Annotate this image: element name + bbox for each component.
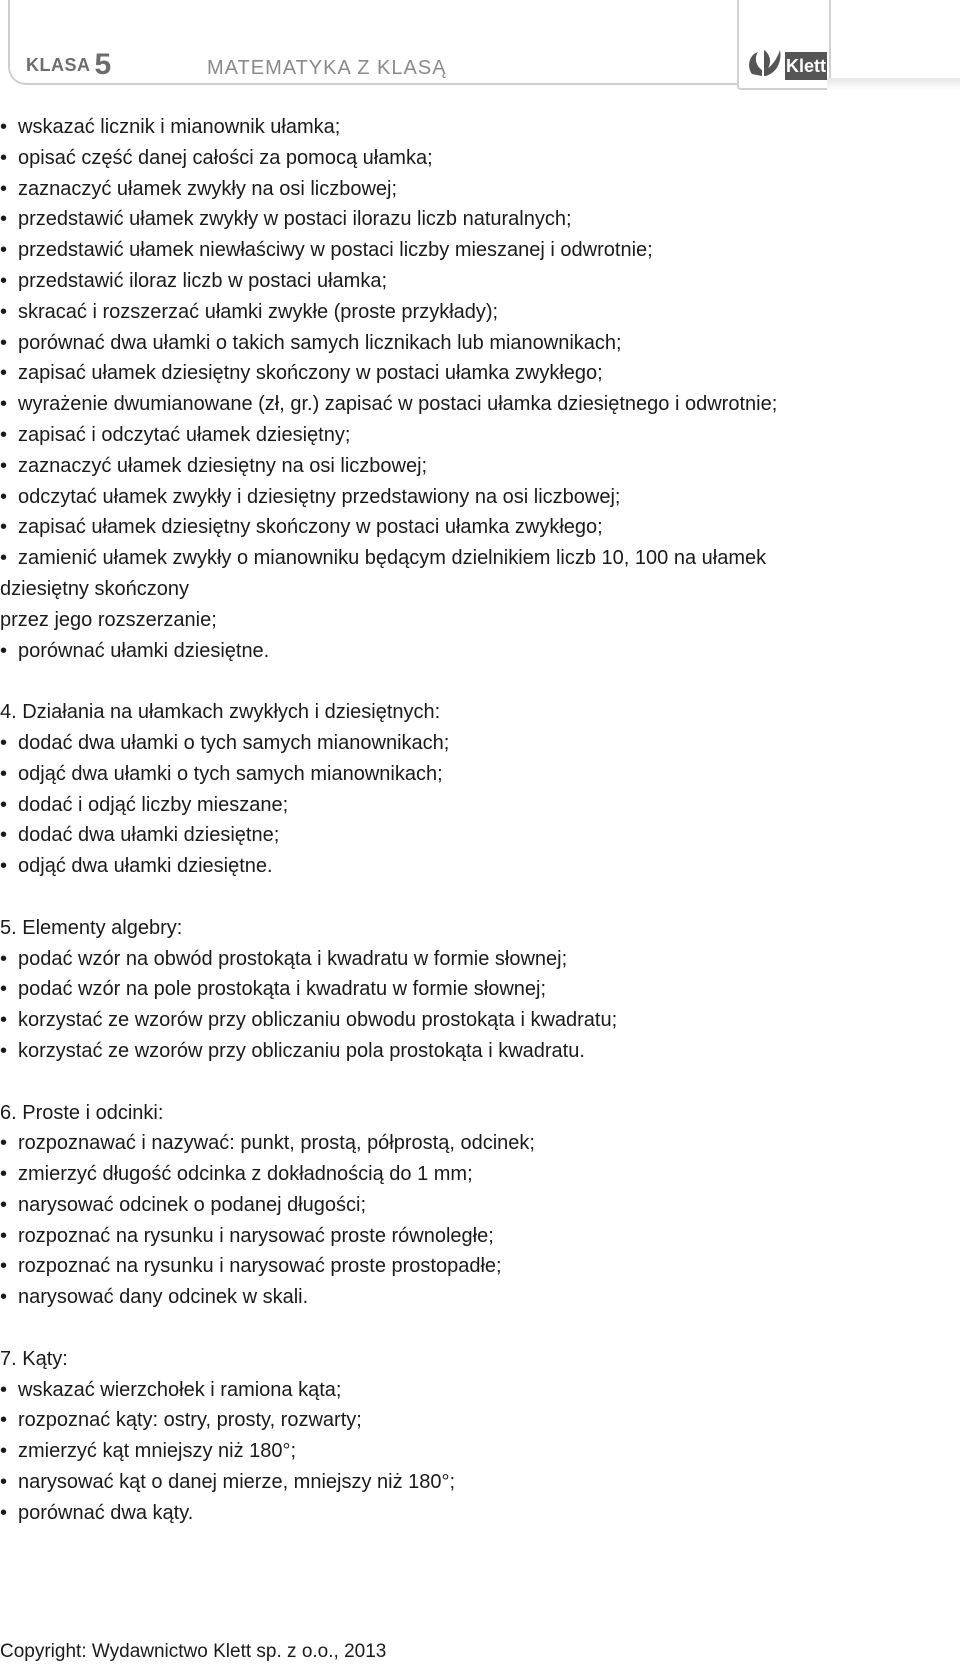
document-body — [0, 112, 960, 1529]
section-heading: 4. Działania na ułamkach zwykłych i dziesiętnych: — [0, 701, 441, 724]
bullet-marker: • — [0, 855, 8, 878]
list-item-continuation: przez jego rozszerzanie; — [0, 608, 217, 631]
list-item — [0, 112, 960, 143]
bullet-marker: • — [0, 1501, 8, 1524]
bullet-marker: • — [0, 978, 8, 1001]
bullet-marker: • — [0, 824, 8, 847]
list-item — [0, 1190, 960, 1221]
list-item — [0, 297, 960, 328]
list-item — [0, 328, 960, 359]
section-spacer — [0, 666, 960, 697]
list-item — [0, 1405, 960, 1436]
list-item — [0, 1221, 960, 1252]
klett-logo-icon — [744, 44, 786, 80]
list-item — [0, 944, 960, 975]
list-item-text: rozpoznać na rysunku i narysować proste prostopadłe; — [18, 1255, 502, 1278]
list-item — [0, 1251, 960, 1282]
bullet-marker: • — [0, 1440, 8, 1463]
list-item-continuation: dziesiętny skończony — [0, 577, 189, 600]
section-heading: 6. Proste i odcinki: — [0, 1101, 164, 1124]
list-item-text: korzystać ze wzorów przy obliczaniu pola prostokąta i kwadratu. — [18, 1039, 585, 1062]
list-item — [0, 204, 960, 235]
list-item — [0, 389, 960, 420]
list-item — [0, 728, 960, 759]
list-item-text: zaznaczyć ułamek dziesiętny na osi liczbowej; — [18, 454, 428, 477]
list-item-text: zaznaczyć ułamek zwykły na osi liczbowej; — [18, 177, 398, 200]
bullet-marker: • — [0, 362, 8, 385]
section-spacer — [0, 1313, 960, 1344]
list-item-text: wskazać licznik i mianownik ułamka; — [18, 116, 341, 138]
list-item — [0, 820, 960, 851]
list-item-text: porównać dwa kąty. — [18, 1501, 194, 1524]
list-item — [0, 512, 960, 543]
list-item-text: zamienić ułamek zwykły o mianowniku będącym dzielnikiem liczb 10, 100 na ułamek — [18, 547, 767, 570]
bullet-marker: • — [0, 516, 8, 539]
list-item-text: wyrażenie dwumianowane (zł, gr.) zapisać w postaci ułamka dziesiętnego i odwrotnie; — [18, 393, 778, 416]
list-item-text: przedstawić ułamek niewłaściwy w postaci liczby mieszanej i odwrotnie; — [18, 239, 653, 262]
bullet-marker: • — [0, 1471, 8, 1494]
list-item-text: podać wzór na pole prostokąta i kwadratu w formie słownej; — [18, 978, 547, 1001]
list-item-text: przedstawić ułamek zwykły w postaci ilorazu liczb naturalnych; — [18, 208, 572, 231]
bullet-marker: • — [0, 947, 8, 970]
bullet-marker: • — [0, 1039, 8, 1062]
list-item-text: zapisać ułamek dziesiętny skończony w postaci ułamka zwykłego; — [18, 516, 603, 539]
list-item-text: porównać dwa ułamki o takich samych licznikach lub mianownikach; — [18, 331, 622, 354]
list-item — [0, 1282, 960, 1313]
list-item-text: narysować dany odcinek w skali. — [18, 1286, 309, 1309]
list-item — [0, 974, 960, 1005]
list-item — [0, 1436, 960, 1467]
page-header — [0, 0, 960, 96]
list-item-text: dodać dwa ułamki o tych samych mianownikach; — [18, 731, 450, 754]
list-item-text: narysować odcinek o podanej długości; — [18, 1193, 366, 1216]
list-item — [0, 543, 960, 574]
section-spacer — [0, 1067, 960, 1098]
class-label — [26, 45, 112, 79]
bullet-marker: • — [0, 731, 8, 754]
list-item — [0, 759, 960, 790]
list-item — [0, 851, 960, 882]
list-item-text: opisać część danej całości za pomocą ułamka; — [18, 146, 433, 169]
list-item — [0, 636, 960, 667]
list-item-text: dodać i odjąć liczby mieszane; — [18, 793, 289, 816]
list-item — [0, 790, 960, 821]
bullet-marker: • — [0, 239, 8, 262]
list-item — [0, 174, 960, 205]
bullet-marker: • — [0, 300, 8, 323]
list-item — [0, 1005, 960, 1036]
class-number: 5 — [94, 48, 112, 81]
copyright-footer: Copyright: Wydawnictwo Klett sp. z o.o., 2013 — [0, 1641, 387, 1662]
list-item-text: odjąć dwa ułamki o tych samych mianownikach; — [18, 762, 443, 785]
section-heading: 7. Kąty: — [0, 1347, 68, 1370]
list-item-text: rozpoznać kąty: ostry, prosty, rozwarty; — [18, 1409, 362, 1432]
list-item — [0, 1375, 960, 1406]
bullet-marker: • — [0, 146, 8, 169]
bullet-marker: • — [0, 331, 8, 354]
list-item-text: zapisać i odczytać ułamek dziesiętny; — [18, 423, 351, 446]
list-item — [0, 1467, 960, 1498]
bullet-marker: • — [0, 1009, 8, 1032]
list-item-text: narysować kąt o danej mierze, mniejszy niż 180°; — [18, 1471, 456, 1494]
bullet-marker: • — [0, 208, 8, 231]
list-item — [0, 235, 960, 266]
list-item — [0, 143, 960, 174]
bullet-marker: • — [0, 116, 8, 138]
list-item-text: odczytać ułamek zwykły i dziesiętny przedstawiony na osi liczbowej; — [18, 485, 621, 508]
bullet-marker: • — [0, 1224, 8, 1247]
list-item-text: odjąć dwa ułamki dziesiętne. — [18, 855, 273, 878]
list-item-text: korzystać ze wzorów przy obliczaniu obwodu prostokąta i kwadratu; — [18, 1009, 618, 1032]
list-item — [0, 1498, 960, 1529]
section-spacer — [0, 882, 960, 913]
bullet-marker: • — [0, 1132, 8, 1155]
list-item-text: przedstawić iloraz liczb w postaci ułamka; — [18, 269, 388, 292]
bullet-marker: • — [0, 1193, 8, 1216]
list-item-text: zmierzyć kąt mniejszy niż 180°; — [18, 1440, 297, 1463]
bullet-marker: • — [0, 485, 8, 508]
list-item-text: rozpoznawać i nazywać: punkt, prostą, półprostą, odcinek; — [18, 1132, 535, 1155]
bullet-marker: • — [0, 423, 8, 446]
list-item — [0, 420, 960, 451]
list-item — [0, 1036, 960, 1067]
list-item — [0, 482, 960, 513]
list-item-text: skracać i rozszerzać ułamki zwykłe (proste przykłady); — [18, 300, 499, 323]
klett-logo-text: Klett — [785, 52, 827, 80]
section-heading: 5. Elementy algebry: — [0, 916, 183, 939]
subject-title: MATEMATYKA Z KLASĄ — [207, 57, 447, 79]
list-item-text: dodać dwa ułamki dziesiętne; — [18, 824, 280, 847]
list-item-text: porównać ułamki dziesiętne. — [18, 639, 270, 662]
list-item-text: zapisać ułamek dziesiętny skończony w postaci ułamka zwykłego; — [18, 362, 603, 385]
bullet-marker: • — [0, 1163, 8, 1186]
bullet-marker: • — [0, 1409, 8, 1432]
bullet-marker: • — [0, 1255, 8, 1278]
bullet-marker: • — [0, 547, 8, 570]
list-item — [0, 1128, 960, 1159]
bullet-marker: • — [0, 177, 8, 200]
bullet-marker: • — [0, 793, 8, 816]
list-item-text: wskazać wierzchołek i ramiona kąta; — [18, 1378, 342, 1401]
list-item — [0, 358, 960, 389]
header-shade — [827, 78, 960, 90]
class-label-text: KLASA — [26, 55, 91, 75]
bullet-marker: • — [0, 454, 8, 477]
bullet-marker: • — [0, 1286, 8, 1309]
list-item-text: rozpoznać na rysunku i narysować proste równoległe; — [18, 1224, 494, 1247]
list-item — [0, 451, 960, 482]
bullet-marker: • — [0, 762, 8, 785]
list-item — [0, 266, 960, 297]
bullet-marker: • — [0, 393, 8, 416]
bullet-marker: • — [0, 639, 8, 662]
list-item-text: podać wzór na obwód prostokąta i kwadratu w formie słownej; — [18, 947, 568, 970]
bullet-marker: • — [0, 269, 8, 292]
list-item-text: zmierzyć długość odcinka z dokładnością do 1 mm; — [18, 1163, 473, 1186]
list-item — [0, 1159, 960, 1190]
bullet-marker: • — [0, 1378, 8, 1401]
